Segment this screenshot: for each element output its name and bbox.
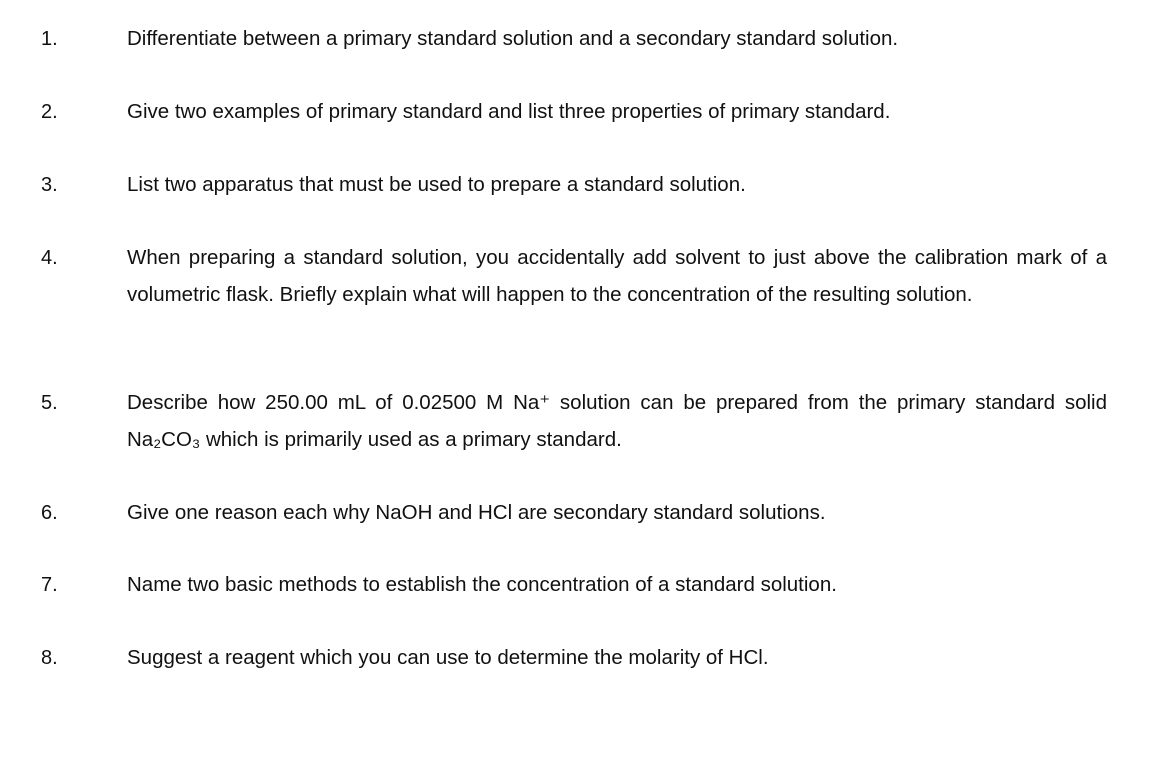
question-text: When preparing a standard solution, you accidentally add solvent to just above the calibration mark of a volumetric flask. Briefly explain what will happen to the concentration of the resulting solution. [127,246,1107,306]
question-text: Give one reason each why NaOH and HCl are secondary standard solutions. [127,501,826,524]
question-number: 5. [41,392,58,414]
question-text: Give two examples of primary standard and list three properties of primary standard. [127,100,891,123]
question-number: 2. [41,101,58,123]
question-text: Differentiate between a primary standard solution and a secondary standard solution. [127,27,899,50]
question-text: Suggest a reagent which you can use to determine the molarity of HCl. [127,646,769,669]
question-number: 7. [41,574,58,596]
question-number: 6. [41,502,58,524]
question-number: 4. [41,247,58,269]
question-text: List two apparatus that must be used to prepare a standard solution. [127,173,746,196]
question-text: Name two basic methods to establish the concentration of a standard solution. [127,573,837,596]
question-number: 8. [41,647,58,669]
question-text: Describe how 250.00 mL of 0.02500 M Na⁺ solution can be prepared from the primary standard solid Na₂CO₃ which is primarily used as a primary standard. [127,391,1107,451]
question-number: 1. [41,28,58,50]
question-number: 3. [41,174,58,196]
